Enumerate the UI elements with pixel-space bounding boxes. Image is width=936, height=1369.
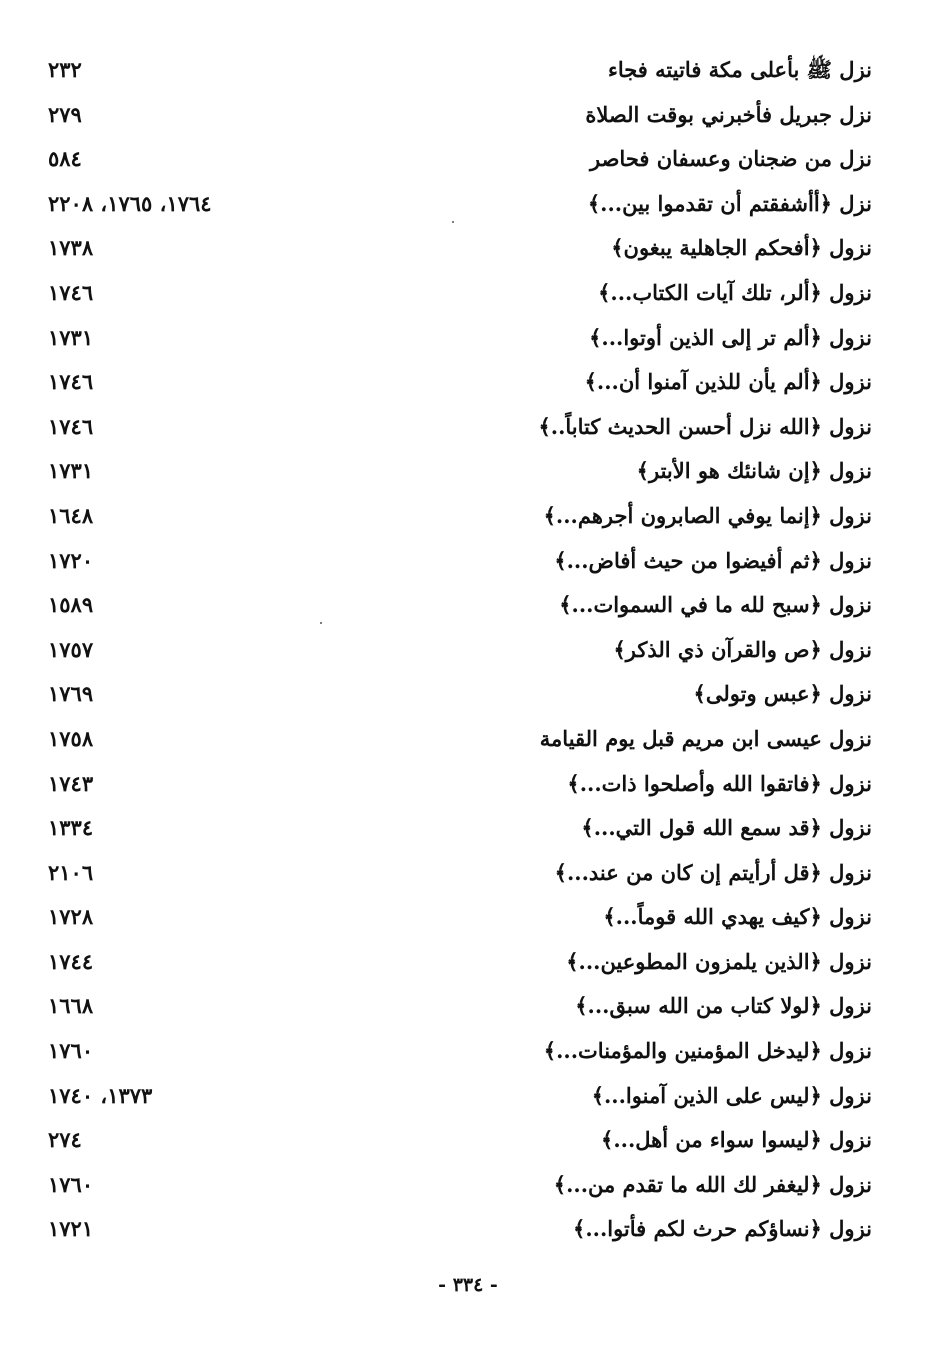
scan-speck (320, 622, 322, 624)
entry-page-numbers: ١٦٦٨ (48, 993, 94, 1019)
index-entry-row (40, 137, 872, 182)
entry-page-numbers: ٥٨٤ (48, 146, 82, 172)
entry-page-numbers: ١٧٦٩ (48, 681, 94, 707)
index-entry-row (40, 1163, 872, 1208)
index-entry-row (40, 449, 872, 494)
entry-title: نزول ﴿ليغفر لك الله ما تقدم من...﴾ (553, 1171, 872, 1197)
entry-title: نزل من ضجنان وعسفان فحاصر (590, 146, 872, 172)
entry-title: نزول ﴿الذين يلمزون المطوعين...﴾ (566, 948, 872, 974)
index-entry-row (40, 316, 872, 361)
entry-page-numbers: ١٧٦٠ (48, 1171, 94, 1197)
index-entry-row (40, 1118, 872, 1163)
entry-page-numbers: ١٣٧٣، ١٧٤٠ (48, 1082, 153, 1108)
entry-title: نزول ﴿عبس وتولى﴾ (693, 681, 872, 707)
entry-page-numbers: ٢٣٢ (48, 57, 82, 82)
entry-page-numbers: ١٧٤٣ (48, 770, 94, 796)
index-entry-row (40, 851, 872, 896)
entry-title: نزول ﴿لولا كتاب من الله سبق...﴾ (575, 993, 872, 1019)
entry-page-numbers: ٢١٠٦ (48, 859, 94, 885)
index-entry-row (40, 226, 872, 271)
entry-title: نزول ﴿إن شانئك هو الأبتر﴾ (636, 458, 872, 484)
index-entry-row (40, 895, 872, 940)
index-entry-row (40, 762, 872, 807)
entry-title: نزول ﴿أفحكم الجاهلية يبغون﴾ (611, 235, 872, 261)
index-entry-row (40, 48, 872, 93)
entry-title: نزول ﴿ليس على الذين آمنوا...﴾ (591, 1082, 872, 1108)
entry-page-numbers: ١٧٤٤ (48, 948, 94, 974)
entry-title: نزول ﴿ألم تر إلى الذين أوتوا...﴾ (589, 324, 872, 350)
entry-title: نزول ﴿قل أرأيتم إن كان من عند...﴾ (554, 859, 872, 885)
entry-page-numbers: ١٧٤٦ (48, 413, 94, 439)
index-entry-row (40, 1029, 872, 1074)
index-entry-row (40, 940, 872, 985)
index-entry-row (40, 806, 872, 851)
entry-title: نزول ﴿كيف يهدي الله قوماً...﴾ (603, 904, 872, 930)
entry-title: نزول ﴿الله نزل أحسن الحديث كتاباً..﴾ (538, 413, 872, 439)
entry-page-numbers: ٢٧٩ (48, 101, 82, 127)
entry-page-numbers: ١٧٢١ (48, 1216, 94, 1242)
index-entry-row (40, 93, 872, 138)
entry-page-numbers: ١٧٥٨ (48, 725, 94, 751)
entry-title: نزول ﴿ألر، تلك آيات الكتاب...﴾ (598, 279, 872, 305)
entry-title: نزول ﴿ليسوا سواء من أهل...﴾ (601, 1127, 872, 1153)
index-entry-row (40, 1207, 872, 1252)
entry-page-numbers: ١٧٦٠ (48, 1038, 94, 1064)
entry-page-numbers: ١٧٥٧ (48, 636, 94, 662)
entry-page-numbers: ١٣٣٤ (48, 815, 94, 841)
index-list (40, 48, 872, 1252)
index-entry-row (40, 1074, 872, 1119)
index-entry-row (40, 717, 872, 762)
index-entry-row (40, 583, 872, 628)
entry-title: نزول ﴿إنما يوفي الصابرون أجرهم...﴾ (543, 502, 872, 528)
entry-page-numbers: ١٥٨٩ (48, 592, 94, 618)
index-entry-row (40, 539, 872, 584)
entry-title: نزول ﴿سبح لله ما في السموات...﴾ (559, 592, 872, 618)
entry-page-numbers: ١٧٣١ (48, 458, 94, 484)
entry-title: نزول ﴿نساؤكم حرث لكم فأتوا...﴾ (573, 1216, 872, 1242)
entry-page-numbers: ٢٧٤ (48, 1127, 82, 1153)
entry-title: نزل ﷺ بأعلى مكة فاتيته فجاء (607, 57, 872, 82)
entry-page-numbers: ١٧٦٤، ١٧٦٥، ٢٢٠٨ (48, 190, 212, 216)
index-entry-row (40, 360, 872, 405)
entry-page-numbers: ١٧٢٨ (48, 904, 94, 930)
entry-title: نزول ﴿ص والقرآن ذي الذكر﴾ (613, 636, 872, 662)
entry-page-numbers: ١٦٤٨ (48, 502, 94, 528)
index-entry-row (40, 984, 872, 1029)
index-entry-row (40, 182, 872, 227)
entry-page-numbers: ١٧٢٠ (48, 547, 94, 573)
entry-title: نزول ﴿فاتقوا الله وأصلحوا ذات...﴾ (567, 770, 872, 796)
index-entry-row (40, 672, 872, 717)
entry-page-numbers: ١٧٣١ (48, 324, 94, 350)
entry-title: نزل جبريل فأخبرني بوقت الصلاة (585, 101, 872, 127)
entry-page-numbers: ١٧٤٦ (48, 369, 94, 395)
entry-title: نزول عيسى ابن مريم قبل يوم القيامة (539, 725, 872, 751)
index-entry-row (40, 271, 872, 316)
entry-title: نزول ﴿ثم أفيضوا من حيث أفاض...﴾ (554, 547, 872, 573)
index-entry-row (40, 494, 872, 539)
entry-title: نزول ﴿ليدخل المؤمنين والمؤمنات...﴾ (543, 1038, 872, 1064)
entry-page-numbers: ١٧٤٦ (48, 279, 94, 305)
entry-title: نزل ﴿أأشفقتم أن تقدموا بين...﴾ (587, 190, 872, 216)
index-entry-row (40, 628, 872, 673)
entry-title: نزول ﴿ألم يأن للذين آمنوا أن...﴾ (584, 369, 872, 395)
page-number: - ٣٣٤ - (438, 1274, 498, 1296)
index-entry-row (40, 405, 872, 450)
entry-page-numbers: ١٧٣٨ (48, 235, 94, 261)
entry-title: نزول ﴿قد سمع الله قول التي...﴾ (581, 815, 872, 841)
scan-speck (452, 221, 454, 223)
